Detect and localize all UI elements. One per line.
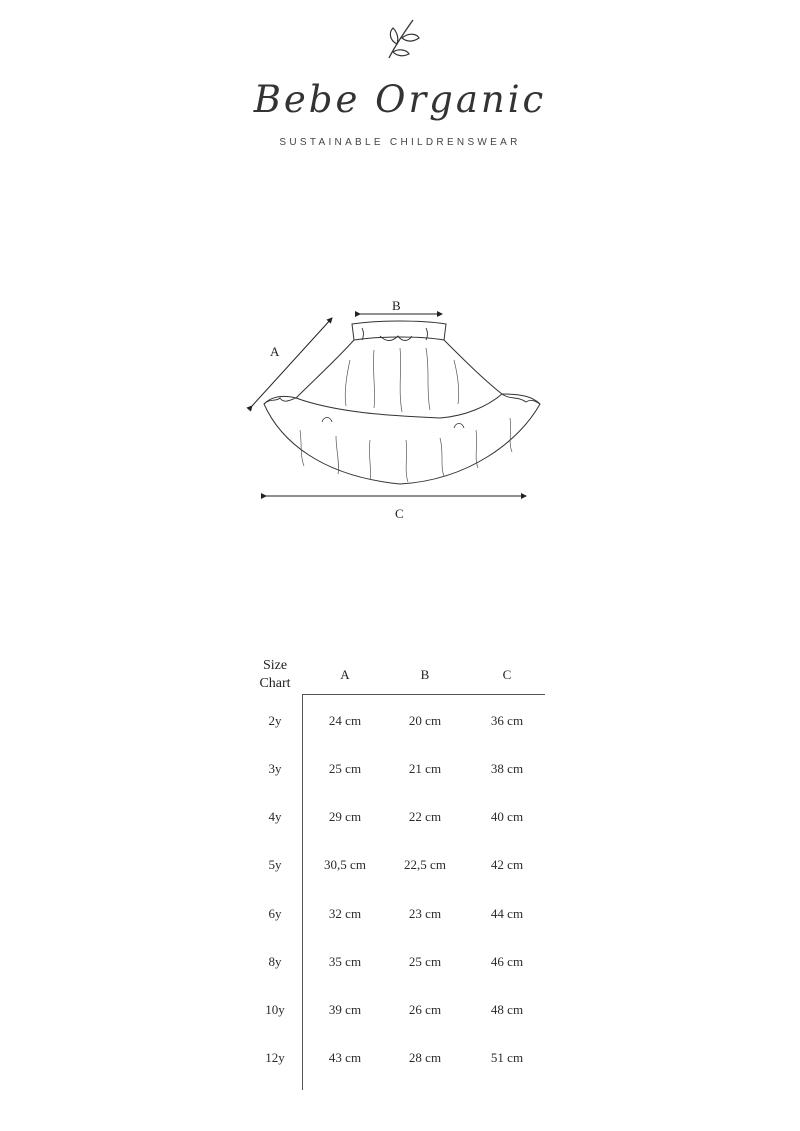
row-value-c: 46 cm — [490, 954, 524, 969]
row-value-c: 40 cm — [490, 809, 524, 824]
size-column-divider — [302, 694, 303, 1090]
brand-tagline: SUSTAINABLE CHILDRENSWEAR — [279, 137, 521, 148]
row-value-a: 25 cm — [328, 761, 362, 776]
row-size: 6y — [268, 906, 282, 921]
row-value-c: 48 cm — [490, 1002, 524, 1017]
row-value-c: 36 cm — [490, 713, 524, 728]
row-size: 10y — [265, 1002, 285, 1017]
table-row — [238, 761, 548, 781]
table-row — [238, 1050, 548, 1070]
row-value-a: 29 cm — [328, 809, 362, 824]
table-row — [238, 857, 548, 877]
row-value-b: 28 cm — [408, 1050, 442, 1065]
row-size: 12y — [265, 1050, 285, 1065]
row-value-a: 32 cm — [328, 906, 362, 921]
row-value-b: 22,5 cm — [404, 857, 446, 872]
row-value-b: 21 cm — [408, 761, 442, 776]
table-row — [238, 954, 548, 974]
size-chart-title-line2: Chart — [259, 676, 291, 691]
table-row — [238, 713, 548, 733]
row-value-a: 30,5 cm — [324, 857, 366, 872]
row-value-c: 51 cm — [490, 1050, 524, 1065]
table-row — [238, 1002, 548, 1022]
table-row — [238, 906, 548, 926]
row-value-c: 44 cm — [490, 906, 524, 921]
row-value-b: 26 cm — [408, 1002, 442, 1017]
dimension-label-c: C — [395, 506, 404, 521]
row-value-c: 42 cm — [490, 857, 524, 872]
row-value-b: 25 cm — [408, 954, 442, 969]
size-chart-table — [238, 652, 548, 1092]
row-value-a: 39 cm — [328, 1002, 362, 1017]
row-value-a: 24 cm — [328, 713, 362, 728]
row-value-c: 38 cm — [490, 761, 524, 776]
skirt-measurement-diagram — [240, 290, 560, 530]
row-size: 4y — [268, 809, 282, 824]
column-header-b: B — [420, 667, 430, 682]
brand-name: Bebe Organic — [253, 78, 547, 121]
row-value-b: 20 cm — [408, 713, 442, 728]
dimension-label-a: A — [270, 344, 280, 359]
leaf-logo-icon — [383, 14, 421, 64]
row-size: 8y — [268, 954, 282, 969]
dimension-label-b: B — [392, 298, 401, 313]
column-header-a: A — [340, 667, 350, 682]
row-value-b: 23 cm — [408, 906, 442, 921]
row-value-a: 35 cm — [328, 954, 362, 969]
size-chart-title — [250, 657, 300, 693]
table-row — [238, 809, 548, 829]
row-size: 3y — [268, 761, 282, 776]
column-header-c: C — [502, 667, 512, 682]
row-value-a: 43 cm — [328, 1050, 362, 1065]
row-size: 2y — [268, 713, 282, 728]
row-value-b: 22 cm — [408, 809, 442, 824]
size-chart-title-line1: Size — [262, 658, 288, 673]
header-divider — [302, 694, 545, 695]
row-size: 5y — [268, 857, 282, 872]
skirt-illustration — [240, 290, 560, 530]
